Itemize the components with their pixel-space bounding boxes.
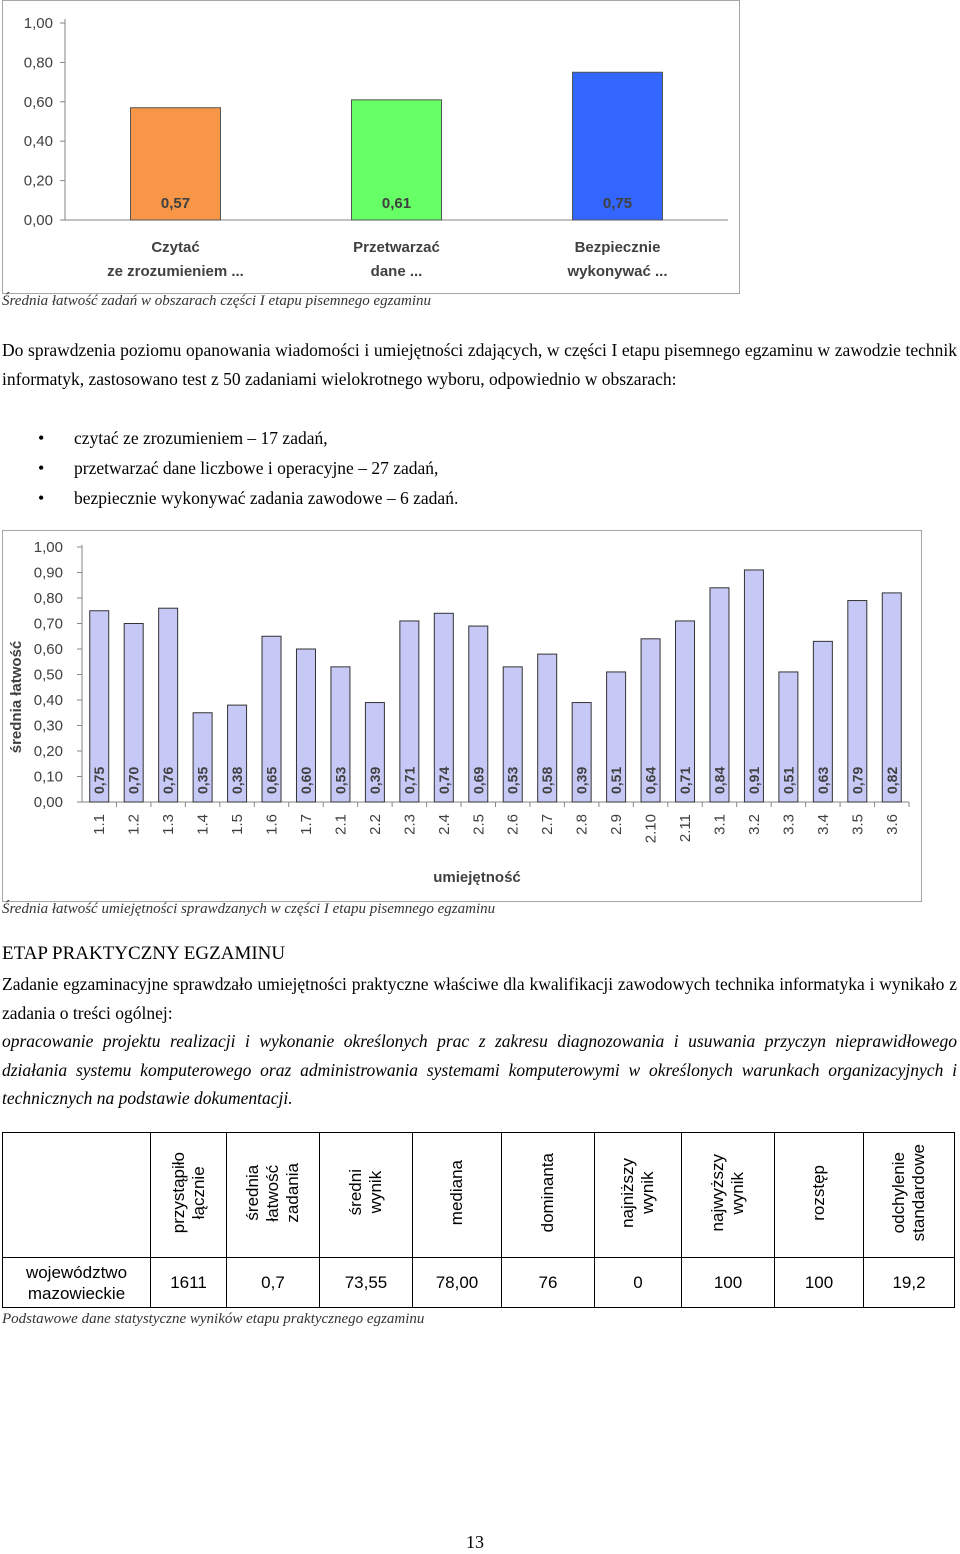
row-label-line: mazowieckie	[27, 1283, 126, 1303]
header-cell	[682, 1133, 775, 1258]
table-cell: 78,00	[413, 1258, 502, 1308]
header-text	[346, 1169, 386, 1215]
x-tick-label: 2.4	[435, 814, 453, 835]
y-tick-label: 0,40	[33, 692, 63, 709]
y-tick-label: 0,10	[33, 768, 63, 786]
bar-value-label: 0,74	[435, 766, 452, 794]
bar-value-label: 0,70	[125, 766, 142, 794]
table-corner-cell	[3, 1133, 151, 1258]
bar-value-label: 0,64	[642, 766, 659, 794]
header-cell	[320, 1133, 413, 1258]
header-line: dominanta	[538, 1152, 557, 1233]
chart1-caption: Średnia łatwość zadań w obszarach części I etapu pisemnego egzaminu	[2, 293, 431, 309]
bar-value-label: 0,79	[849, 766, 866, 794]
x-tick-label: 1.4	[194, 814, 212, 835]
header-cell	[595, 1133, 682, 1258]
table-cell: 0	[595, 1258, 682, 1308]
x-category-label: Czytać	[151, 239, 200, 256]
header-line: mediana	[447, 1159, 466, 1226]
x-tick-label: 1.5	[229, 814, 247, 835]
table-cell: 100	[775, 1258, 864, 1308]
x-tick-label: 3.2	[745, 814, 763, 835]
table-cell: 76	[502, 1258, 595, 1308]
bar-value-label: 0,51	[780, 766, 797, 794]
header-line: rozstęp	[809, 1164, 828, 1221]
bar-value-label: 0,75	[602, 195, 633, 212]
y-tick-label: 0,90	[33, 564, 63, 582]
y-tick-label: 0,80	[33, 590, 63, 607]
header-cell	[413, 1133, 502, 1258]
header-line: przystąpiło	[168, 1151, 188, 1234]
bar-value-label: 0,69	[470, 766, 487, 794]
bar-value-label: 0,57	[160, 195, 191, 212]
table-header-row	[3, 1133, 955, 1258]
skill-difficulty-chart-svg	[3, 531, 921, 901]
header-line: średnia	[243, 1164, 262, 1221]
x-tick-label: 1.6	[263, 814, 281, 835]
row-label-cell	[3, 1258, 151, 1308]
x-tick-label: 2.9	[608, 814, 626, 835]
y-tick-label: 0,00	[23, 212, 53, 229]
bar-value-label: 0,71	[677, 766, 694, 794]
x-tick-label: 3.5	[849, 814, 867, 835]
x-tick-label: 1.3	[160, 814, 178, 835]
header-cell	[227, 1133, 320, 1258]
y-tick-label: 0,80	[23, 54, 53, 72]
x-tick-label: 2.7	[539, 814, 557, 835]
table-cell: 0,7	[227, 1258, 320, 1308]
x-tick-label: 2.11	[677, 814, 695, 843]
table-caption: Podstawowe dane statystyczne wyników etapu praktycznego egzaminu	[2, 1311, 425, 1327]
x-tick-label: 2.1	[332, 814, 350, 835]
bar-value-label: 0,60	[297, 766, 314, 794]
header-cell	[502, 1133, 595, 1258]
header-text	[447, 1160, 467, 1225]
header-line: średni	[346, 1169, 365, 1216]
y-tick-label: 0,40	[23, 133, 53, 151]
y-axis-title: średnia łatwość	[8, 640, 25, 754]
bar-value-label: 0,58	[539, 766, 556, 794]
bar-value-label: 0,75	[91, 766, 108, 794]
x-tick-label: 3.4	[814, 814, 832, 835]
y-tick-label: 0,70	[33, 615, 63, 633]
header-line: łatwość	[263, 1164, 282, 1221]
header-line: standardowe	[909, 1143, 928, 1242]
header-text	[538, 1153, 558, 1232]
skill-difficulty-chart	[2, 530, 922, 902]
statistics-table	[2, 1132, 955, 1308]
bar-value-label: 0,53	[504, 766, 521, 794]
header-line: odchylenie	[889, 1151, 908, 1234]
x-tick-label: 3.1	[711, 814, 729, 835]
bar-value-label: 0,53	[332, 766, 349, 794]
x-tick-label: 3.6	[883, 814, 901, 835]
y-tick-label: 1,00	[23, 15, 53, 32]
x-tick-label: 1.7	[297, 814, 315, 835]
header-line: wynik	[728, 1171, 747, 1214]
y-tick-label: 0,20	[23, 172, 53, 190]
practical-task: opracowanie projektu realizacji i wykonanie określonych prac z zakresu diagnozowania i usuwania przyczyn nieprawidłowego działania systemu komputerowego oraz administrowania systemami komputerowymi w określonych warunkach organizacyjnych i technicznych na podstawie dokumentacji.	[2, 1031, 957, 1108]
y-tick-label: 0,60	[33, 641, 63, 658]
header-text	[618, 1158, 658, 1228]
y-tick-label: 0,00	[33, 794, 63, 811]
header-text	[169, 1152, 209, 1233]
header-line: wynik	[366, 1171, 385, 1214]
area-difficulty-chart-svg	[3, 1, 739, 293]
x-category-label: Przetwarzać	[353, 239, 440, 256]
y-tick-label: 0,60	[23, 93, 53, 111]
table-cell: 19,2	[864, 1258, 955, 1308]
header-cell	[151, 1133, 227, 1258]
bar-value-label: 0,82	[883, 766, 900, 794]
x-tick-label: 1.1	[91, 814, 109, 835]
area-list-item: • czytać ze zrozumieniem – 17 zadań,	[2, 423, 458, 453]
header-line: najwyższy	[708, 1153, 727, 1232]
row-label-line: województwo	[25, 1262, 128, 1282]
header-line: łącznie	[188, 1166, 208, 1219]
x-tick-label: 2.10	[642, 814, 660, 844]
practical-intro: Zadanie egzaminacyjne sprawdzało umiejętności praktyczne właściwe dla kwalifikacji zawodowych technika informatyka i wynikało z zadania o treści ogólnej:	[2, 974, 957, 1023]
page-number: 13	[466, 1532, 484, 1552]
x-tick-label: 2.6	[504, 814, 522, 835]
header-text	[809, 1165, 829, 1221]
y-tick-label: 0,50	[33, 666, 63, 684]
table-cell: 73,55	[320, 1258, 413, 1308]
header-text	[243, 1163, 303, 1223]
x-axis-title: umiejętność	[433, 869, 521, 886]
header-text	[708, 1154, 748, 1231]
x-tick-label: 2.8	[573, 814, 591, 835]
bar-value-label: 0,84	[711, 766, 728, 794]
bar-value-label: 0,35	[194, 766, 211, 794]
table-row	[3, 1258, 955, 1308]
chart2-caption: Średnia łatwość umiejętności sprawdzanych w części I etapu pisemnego egzaminu	[2, 901, 496, 917]
x-tick-label: 2.3	[401, 814, 419, 835]
bar-value-label: 0,61	[381, 195, 412, 212]
table-cell: 100	[682, 1258, 775, 1308]
bar-value-label: 0,65	[263, 766, 280, 794]
x-category-label: Bezpiecznie	[574, 239, 661, 256]
x-tick-label: 2.2	[366, 814, 384, 835]
bar-value-label: 0,76	[160, 766, 177, 794]
area-list	[2, 423, 458, 513]
intro-paragraph: Do sprawdzenia poziomu opanowania wiadomości i umiejętności zdających, w części I etapu pisemnego egzaminu w zawodzie technik informatyk, zastosowano test z 50 zadaniami wielokrotnego wyboru, odpowiednio w obszarach:	[2, 340, 957, 389]
x-tick-label: 1.2	[125, 814, 143, 835]
header-line: wynik	[638, 1171, 657, 1214]
area-list-item: • przetwarzać dane liczbowe i operacyjne – 27 zadań,	[2, 453, 458, 483]
bar-value-label: 0,91	[745, 766, 762, 794]
x-category-label: dane ...	[370, 263, 423, 280]
y-tick-label: 0,20	[33, 743, 63, 760]
x-tick-label: 3.3	[780, 814, 798, 835]
bar-value-label: 0,63	[814, 766, 831, 794]
x-category-label: wykonywać ...	[567, 263, 668, 280]
x-category-label: ze zrozumieniem ...	[107, 263, 244, 280]
area-difficulty-chart	[2, 0, 740, 294]
bar-value-label: 0,39	[366, 766, 383, 794]
bar-value-label: 0,51	[608, 766, 625, 794]
y-tick-label: 1,00	[33, 539, 63, 556]
header-line: najniższy	[618, 1157, 637, 1228]
area-list-item: • bezpiecznie wykonywać zadania zawodowe – 6 zadań.	[2, 483, 458, 513]
bar-value-label: 0,39	[573, 766, 590, 794]
header-line: zadania	[283, 1162, 302, 1223]
header-text	[889, 1144, 929, 1241]
header-cell	[775, 1133, 864, 1258]
practical-paragraph	[2, 970, 957, 1113]
y-tick-label: 0,30	[33, 717, 63, 735]
bar-value-label: 0,71	[401, 766, 418, 794]
table-cell: 1611	[151, 1258, 227, 1308]
header-cell	[864, 1133, 955, 1258]
bar-value-label: 0,38	[229, 766, 246, 794]
section-title: ETAP PRAKTYCZNY EGZAMINU	[2, 943, 286, 964]
x-tick-label: 2.5	[470, 814, 488, 835]
